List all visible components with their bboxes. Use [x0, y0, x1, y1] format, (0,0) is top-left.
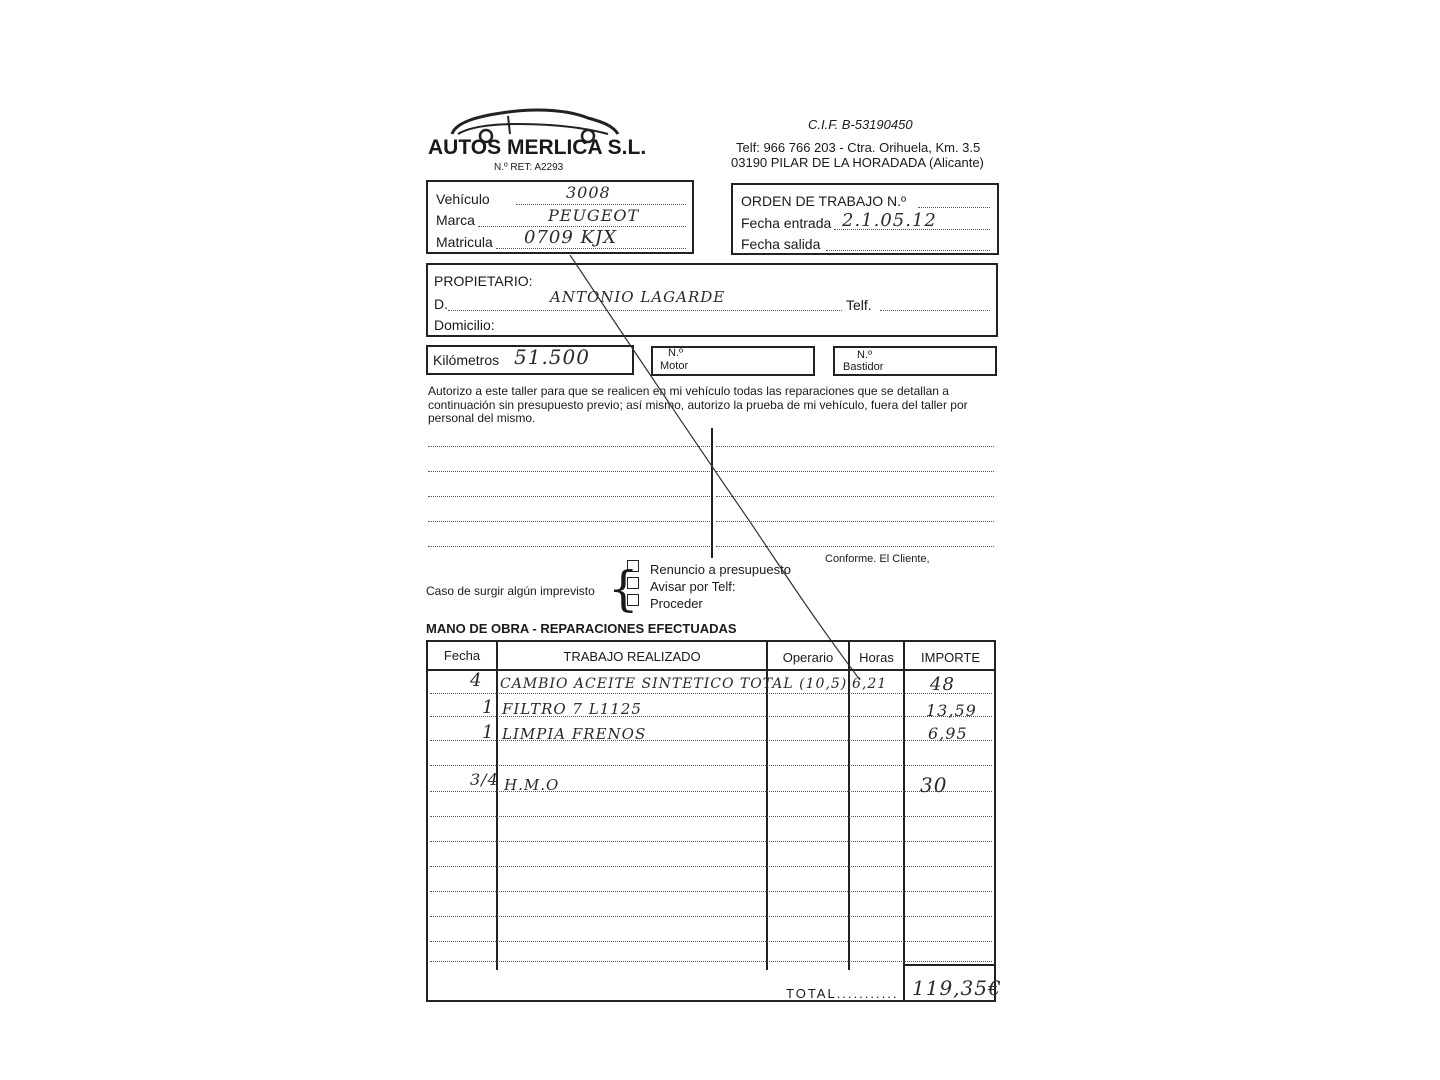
renuncio-label: Renuncio a presupuesto: [650, 562, 791, 577]
km-value: 51.500: [514, 345, 590, 369]
header-trabajo: TRABAJO REALIZADO: [563, 649, 701, 664]
row-4-importe: 30: [920, 773, 948, 797]
labor-table: [426, 640, 996, 1002]
row-4-fecha: 3/4: [470, 770, 499, 789]
row-1-fecha: 4: [470, 670, 483, 691]
proceder-checkbox[interactable]: [627, 594, 639, 606]
row-1-importe: 48: [930, 674, 955, 695]
row-2-fecha: 1: [482, 697, 495, 718]
renuncio-checkbox[interactable]: [627, 560, 639, 572]
total-value: 119,35€: [912, 976, 1002, 1000]
fecha-entrada-label: Fecha entrada: [741, 215, 832, 231]
row-2-importe: 13,59: [926, 701, 977, 720]
motor-label-n: N.º: [668, 347, 684, 359]
fecha-entrada-value: 2.1.05.12: [842, 210, 937, 231]
imprevisto-label: Caso de surgir algún imprevisto: [426, 584, 595, 598]
orden-label: ORDEN DE TRABAJO N.º: [741, 193, 907, 209]
domicilio-label: Domicilio:: [434, 317, 495, 333]
d-label: D.: [434, 296, 448, 312]
row-3-trabajo: LIMPIA FRENOS: [502, 725, 647, 743]
propietario-label: PROPIETARIO:: [434, 273, 533, 289]
header-importe: IMPORTE: [921, 650, 980, 665]
authorization-line-3: personal del mismo.: [428, 411, 536, 425]
row-1-horas: 6,21: [852, 676, 888, 692]
company-address: 03190 PILAR DE LA HORADADA (Alicante): [731, 155, 984, 170]
company-cif: C.I.F. B-53190450: [808, 117, 913, 132]
marca-label: Marca: [436, 212, 475, 228]
labor-title: MANO DE OBRA - REPARACIONES EFECTUADAS: [426, 621, 737, 636]
motor-label: Motor: [660, 360, 689, 372]
header-horas: Horas: [859, 650, 894, 665]
vehiculo-label: Vehículo: [436, 191, 490, 207]
company-phone: Telf: 966 766 203 - Ctra. Orihuela, Km. 3.5: [736, 140, 981, 155]
avisar-label: Avisar por Telf:: [650, 579, 736, 594]
marca-value: PEUGEOT: [548, 206, 640, 225]
km-label: Kilómetros: [433, 352, 500, 368]
row-2-trabajo: FILTRO 7 L1125: [502, 700, 642, 718]
matricula-label: Matricula: [436, 234, 493, 250]
row-3-fecha: 1: [482, 722, 495, 743]
brace: {: [608, 561, 639, 617]
vehiculo-value: 3008: [566, 183, 611, 202]
company-ret: N.º RET: A2293: [494, 162, 564, 173]
row-1-trabajo: CAMBIO ACEITE SINTETICO TOTAL (10,5): [500, 676, 848, 692]
total-label: TOTAL...........: [786, 986, 899, 1001]
row-3-importe: 6,95: [928, 724, 968, 743]
bastidor-label: Bastidor: [843, 361, 884, 373]
proceder-label: Proceder: [650, 596, 703, 611]
row-4-trabajo: H.M.O: [504, 776, 560, 794]
bastidor-label-n: N.º: [857, 349, 873, 361]
telf-label: Telf.: [846, 297, 872, 313]
header-fecha: Fecha: [443, 648, 481, 663]
header-operario: Operario: [782, 650, 834, 665]
owner-name-value: ANTONIO LAGARDE: [550, 288, 726, 306]
avisar-checkbox[interactable]: [627, 577, 639, 589]
company-name: AUTOS MERLICA S.L.: [428, 136, 647, 159]
conforme-label: Conforme. El Cliente,: [825, 553, 930, 565]
authorization-line-2: continuación sin presupuesto previo; así mismo, autorizo la prueba de mi vehículo, fuera del taller por: [428, 398, 968, 412]
authorization-line-1: Autorizo a este taller para que se realicen en mi vehículo todas las reparaciones que se detallan a: [428, 384, 949, 398]
matricula-value: 0709 KJX: [524, 227, 618, 248]
fecha-salida-label: Fecha salida: [741, 236, 821, 252]
